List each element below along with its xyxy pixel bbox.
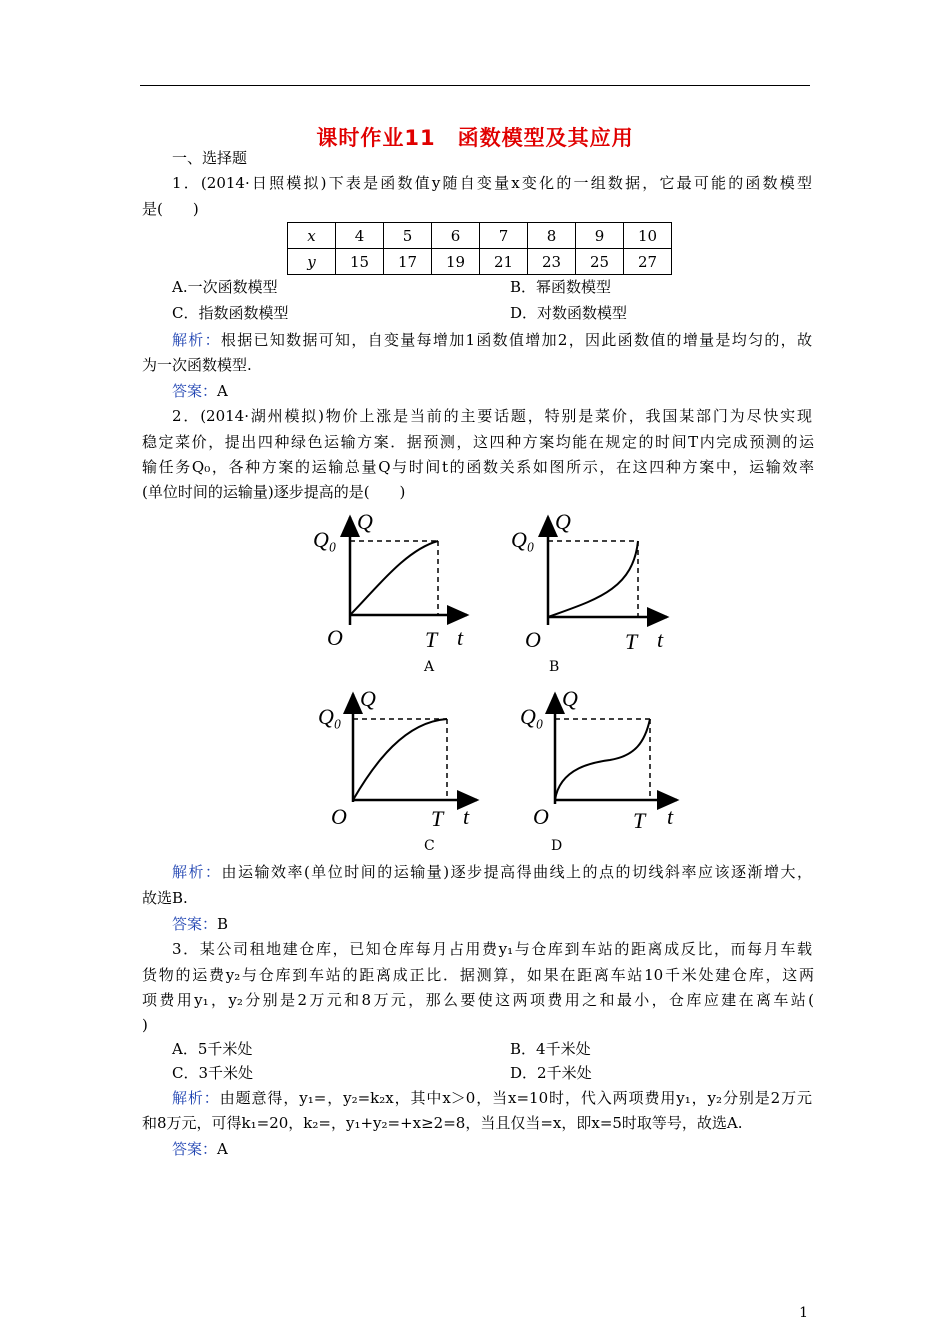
q0-label: Q₀ xyxy=(520,704,544,729)
table-cell: y xyxy=(288,249,336,275)
analysis-label: 解析： xyxy=(172,863,222,881)
t-cap-label: T xyxy=(425,627,438,652)
table-cell: 19 xyxy=(432,249,480,275)
analysis-label: 解析： xyxy=(172,331,221,349)
q1-answer-value: A xyxy=(217,382,228,400)
graph-b xyxy=(505,505,680,655)
q1-option-b: B．幂函数模型 xyxy=(510,278,612,296)
header-rule xyxy=(140,85,810,86)
curve xyxy=(555,719,650,800)
origin-label: O xyxy=(327,625,343,650)
graph-c-caption: C xyxy=(424,838,435,854)
table-cell: 8 xyxy=(528,223,576,249)
graph-d-caption: D xyxy=(551,838,563,854)
analysis-label: 解析： xyxy=(172,1089,220,1107)
q3-analysis-line-2: 和8万元，可得k₁=20，k₂=，y₁+y₂=+x≥2=8，当且仅当=x，即x=5时取等号，故选A. xyxy=(142,1114,743,1132)
table-cell: 27 xyxy=(624,249,672,275)
q2-analysis-text: 由运输效率(单位时间的运输量)逐步提高得曲线上的点的切线斜率应该逐渐增大， xyxy=(221,863,812,881)
table-cell: 17 xyxy=(384,249,432,275)
table-cell: 9 xyxy=(576,223,624,249)
curve xyxy=(353,719,447,800)
q2-text-line-2: 稳定菜价，提出四种绿色运输方案．据预测，这四种方案均能在规定的时间T内完成预测的运 xyxy=(142,433,814,451)
table-row xyxy=(288,249,672,275)
q3-option-a: A．5千米处 xyxy=(172,1040,253,1058)
q2-text-line-4: (单位时间的运输量)逐步提高的是( ) xyxy=(142,483,406,501)
table-row xyxy=(288,223,672,249)
q0-label: Q₀ xyxy=(511,527,535,552)
q-label: Q xyxy=(357,509,373,534)
q0-label: Q₀ xyxy=(318,704,342,729)
q-label: Q xyxy=(555,509,571,534)
q3-text-line-1: 3．某公司租地建仓库，已知仓库每月占用费y₁与仓库到车站的距离成反比，而每月车载 xyxy=(172,940,812,958)
curve xyxy=(350,541,438,615)
q3-text-line-4: ) xyxy=(142,1016,148,1034)
q3-analysis-text: 由题意得，y₁=，y₂=k₂x，其中x＞0，当x=10时，代入两项费用y₁，y₂分别是2万元 xyxy=(219,1089,812,1107)
table-cell: x xyxy=(288,223,336,249)
q1-data-table xyxy=(287,222,672,275)
table-cell: 7 xyxy=(480,223,528,249)
t-label: t xyxy=(667,804,674,829)
q1-analysis-line-2: 为一次函数模型. xyxy=(142,356,252,374)
q1-option-c: C．指数函数模型 xyxy=(172,304,289,322)
q2-text-line-1: 2．(2014·湖州模拟)物价上涨是当前的主要话题，特别是菜价，我国某部门为尽快实现 xyxy=(172,407,812,425)
table-cell: 23 xyxy=(528,249,576,275)
t-label: t xyxy=(657,627,664,652)
graph-a xyxy=(305,505,480,655)
origin-label: O xyxy=(533,804,549,829)
graph-d xyxy=(515,682,690,832)
q3-text-line-2: 货物的运费y₂与仓库到车站的距离成正比．据测算，如果在距离车站10千米处建仓库，这两 xyxy=(142,966,814,984)
q3-answer xyxy=(172,1134,812,1164)
q2-answer-value: B xyxy=(217,915,229,933)
t-cap-label: T xyxy=(633,808,646,832)
graph-a-caption: A xyxy=(424,659,435,675)
table-cell: 25 xyxy=(576,249,624,275)
q3-answer-value: A xyxy=(217,1140,228,1158)
q0-label: Q₀ xyxy=(313,527,337,552)
page-title: 课时作业11 函数模型及其应用 xyxy=(316,126,634,150)
origin-label: O xyxy=(525,627,541,652)
page-number: 1 xyxy=(799,1305,808,1321)
answer-label: 答案： xyxy=(172,915,218,933)
q1-text-line-1: 1．(2014·日照模拟)下表是函数值y随自变量x变化的一组数据，它最可能的函数模型 xyxy=(172,174,812,192)
curve xyxy=(548,541,638,617)
q-label: Q xyxy=(360,686,376,711)
q3-option-b: B．4千米处 xyxy=(510,1040,591,1058)
section-heading: 一、选择题 xyxy=(172,149,248,167)
table-cell: 15 xyxy=(336,249,384,275)
table-cell: 6 xyxy=(432,223,480,249)
q2-text-line-3: 输任务Q₀，各种方案的运输总量Q与时间t的函数关系如图所示，在这四种方案中，运输效率 xyxy=(142,458,814,476)
t-label: t xyxy=(457,625,464,650)
q1-text-line-2: 是( ) xyxy=(142,200,199,218)
graph-c xyxy=(315,682,490,832)
q1-option-d: D．对数函数模型 xyxy=(510,304,628,322)
t-label: t xyxy=(463,804,470,829)
t-cap-label: T xyxy=(431,806,444,831)
q3-option-c: C．3千米处 xyxy=(172,1064,254,1082)
q2-analysis-line-2: 故选B. xyxy=(142,889,188,907)
table-cell: 4 xyxy=(336,223,384,249)
answer-label: 答案： xyxy=(172,1140,218,1158)
q-label: Q xyxy=(562,686,578,711)
table-cell: 5 xyxy=(384,223,432,249)
q1-analysis-text: 根据已知数据可知，自变量每增加1函数值增加2，因此函数值的增量是均匀的，故 xyxy=(220,331,812,349)
table-cell: 10 xyxy=(624,223,672,249)
table-cell: 21 xyxy=(480,249,528,275)
t-cap-label: T xyxy=(625,629,638,654)
q1-option-a: A.一次函数模型 xyxy=(172,278,278,296)
graph-b-caption: B xyxy=(549,659,560,675)
origin-label: O xyxy=(331,804,347,829)
q3-text-line-3: 项费用y₁，y₂分别是2万元和8万元，那么要使这两项费用之和最小，仓库应建在离车站( xyxy=(142,991,814,1009)
answer-label: 答案： xyxy=(172,382,218,400)
q3-option-d: D．2千米处 xyxy=(510,1064,592,1082)
